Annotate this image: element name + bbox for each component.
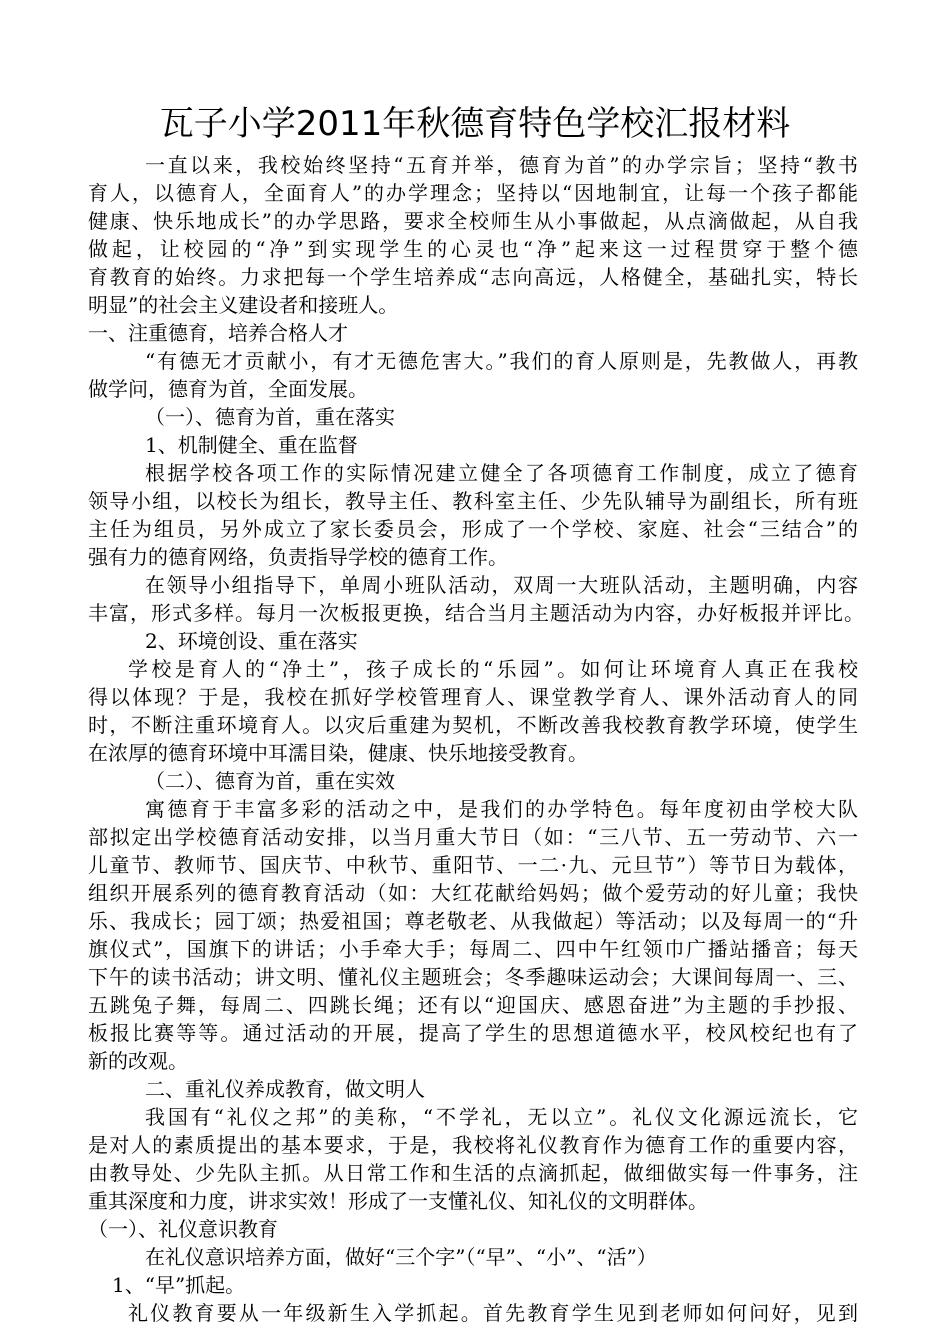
subsection-heading: 2、环境创设、重在落实 xyxy=(145,629,358,653)
paragraph-line: 一直以来，我校始终坚持“五育并举，德育为首”的办学宗旨；坚持“教书 xyxy=(145,153,858,177)
paragraph-line: 寓德育于丰富多彩的活动之中，是我们的办学特色。每年度初由学校大队 xyxy=(145,797,858,821)
document-title: 瓦子小学2011年秋德育特色学校汇报材料 xyxy=(159,104,791,144)
paragraph-line: 主任为组员，另外成立了家长委员会，形成了一个学校、家庭、社会“三结合”的 xyxy=(88,517,858,541)
paragraph-line: 在领导小组指导下，单周小班队活动，双周一大班队活动，主题明确，内容 xyxy=(145,573,858,597)
subsection-heading: 1、机制健全、重在监督 xyxy=(145,433,358,457)
paragraph-line: 儿童节、教师节、国庆节、中秋节、重阳节、一二·九、元旦节”）等节日为载体， xyxy=(88,853,858,877)
paragraph-line: 强有力的德育网络，负责指导学校的德育工作。 xyxy=(88,545,508,569)
paragraph-line: 新的改观。 xyxy=(88,1049,188,1073)
subsection-heading: 1、“早”抓起。 xyxy=(112,1273,246,1297)
paragraph-line: 重其深度和力度，讲求实效！形成了一支懂礼仪、知礼仪的文明群体。 xyxy=(88,1189,708,1213)
paragraph-line: 部拟定出学校德育活动安排，以当月重大节日（如：“三八节、五一劳动节、六一 xyxy=(88,825,858,849)
paragraph-line: 组织开展系列的德育教育活动（如：大红花献给妈妈；做个爱劳动的好儿童；我快 xyxy=(88,881,858,905)
paragraph-line: 育教育的始终。力求把每一个学生培养成“志向高远，人格健全，基础扎实，特长 xyxy=(88,265,858,289)
paragraph-line: 礼仪教育要从一年级新生入学抓起。首先教育学生见到老师如何问好，见到 xyxy=(128,1301,858,1325)
paragraph-line: 做学问，德育为首，全面发展。 xyxy=(88,377,368,401)
paragraph-line: 旗仪式”，国旗下的讲话；小手牵大手；每周二、四中午红领巾广播站播音；每天 xyxy=(88,937,858,961)
paragraph-line: 我国有“礼仪之邦”的美称，“不学礼，无以立”。礼仪文化源远流长，它 xyxy=(145,1105,858,1129)
paragraph-line: “有德无才贡献小，有才无德危害大。”我们的育人原则是，先教做人，再教 xyxy=(145,349,858,373)
paragraph-line: 五跳兔子舞，每周二、四跳长绳；还有以“迎国庆、感恩奋进”为主题的手抄报、 xyxy=(88,993,858,1017)
paragraph-line: 由教导处、少先队主抓。从日常工作和生活的点滴抓起，做细做实每一件事务，注 xyxy=(88,1161,858,1185)
paragraph-line: 是对人的素质提出的基本要求，于是，我校将礼仪教育作为德育工作的重要内容， xyxy=(88,1133,858,1157)
section-heading: 一、注重德育，培养合格人才 xyxy=(88,321,348,345)
paragraph-line: 乐、我成长；园丁颂；热爱祖国；尊老敬老、从我做起）等活动；以及每周一的“升 xyxy=(88,909,858,933)
subsection-heading: （一）、德育为首，重在落实 xyxy=(145,405,395,429)
subsection-heading: （一）、礼仪意识教育 xyxy=(88,1217,278,1241)
paragraph-line: 育人，以德育人，全面育人”的办学理念；坚持以“因地制宜，让每一个孩子都能 xyxy=(88,181,858,205)
paragraph-line: 在浓厚的德育环境中耳濡目染，健康、快乐地接受教育。 xyxy=(88,741,588,765)
paragraph-line: 做起，让校园的“净”到实现学生的心灵也“净”起来这一过程贯穿于整个德 xyxy=(88,237,858,261)
paragraph-line: 领导小组，以校长为组长，教导主任、教科室主任、少先队辅导为副组长，所有班 xyxy=(88,489,858,513)
paragraph-line: 时，不断注重环境育人。以灾后重建为契机，不断改善我校教育教学环境，使学生 xyxy=(88,713,858,737)
paragraph-line: 明显”的社会主义建设者和接班人。 xyxy=(88,293,399,317)
paragraph-line: 丰富，形式多样。每月一次板报更换，结合当月主题活动为内容，办好板报并评比。 xyxy=(88,601,864,625)
paragraph-line: 健康、快乐地成长”的办学思路，要求全校师生从小事做起，从点滴做起，从自我 xyxy=(88,209,858,233)
section-heading: 二、重礼仪养成教育，做文明人 xyxy=(145,1077,425,1101)
paragraph-line: 板报比赛等等。通过活动的开展，提高了学生的思想道德水平，校风校纪也有了 xyxy=(88,1021,858,1045)
paragraph-line: 学校是育人的“净土”，孩子成长的“乐园”。如何让环境育人真正在我校 xyxy=(128,657,858,681)
paragraph-line: 得以体现？于是，我校在抓好学校管理育人、课堂教学育人、课外活动育人的同 xyxy=(88,685,858,709)
subsection-heading: （二）、德育为首，重在实效 xyxy=(145,769,395,793)
paragraph-line: 下午的读书活动；讲文明、懂礼仪主题班会；冬季趣味运动会；大课间每周一、三、 xyxy=(88,965,858,989)
paragraph-line: 在礼仪意识培养方面，做好“三个字”（“早”、“小”、“活”） xyxy=(145,1245,657,1269)
paragraph-line: 根据学校各项工作的实际情况建立健全了各项德育工作制度，成立了德育 xyxy=(145,461,858,485)
